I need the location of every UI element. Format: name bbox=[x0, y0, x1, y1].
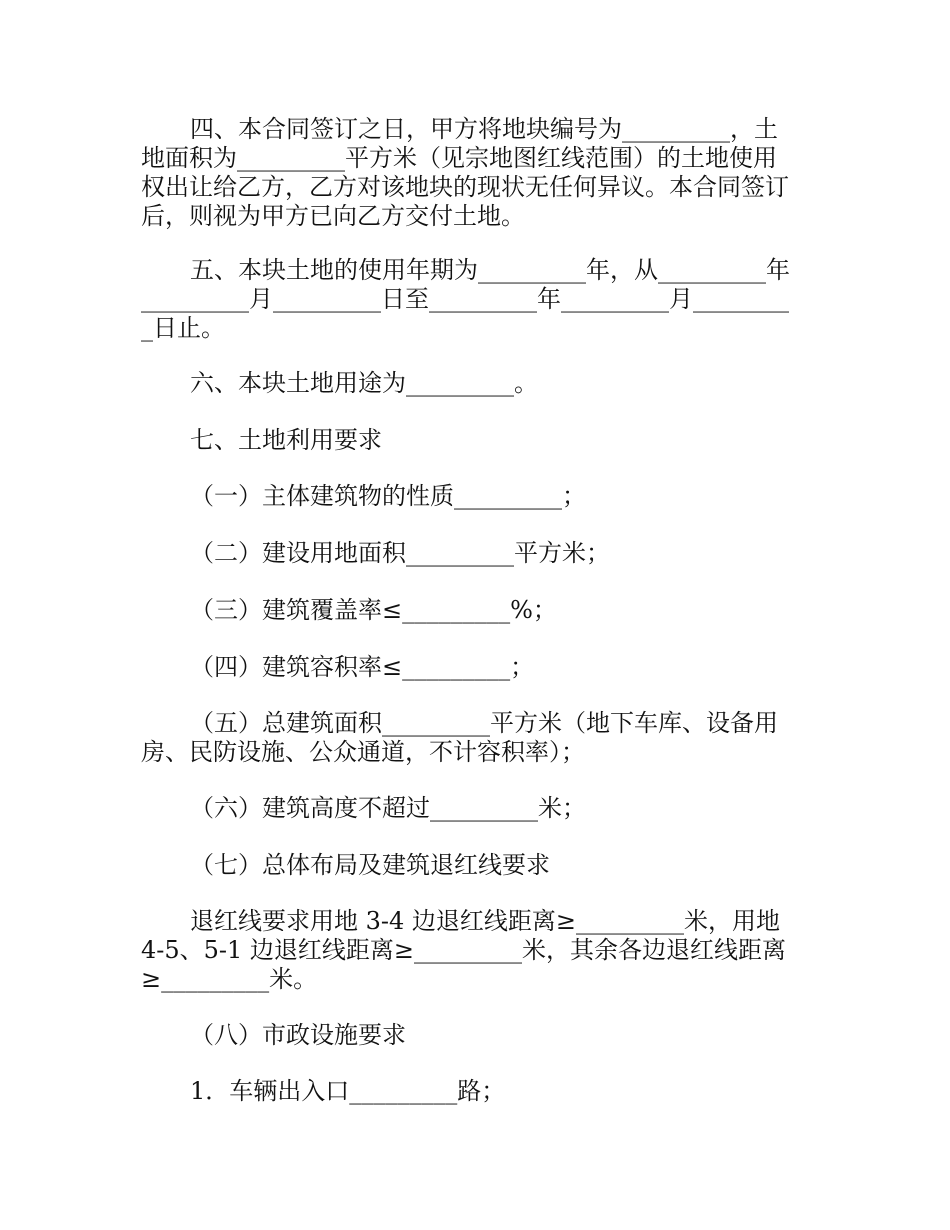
text-line: 房、民防设施、公众通道，不计容积率）； bbox=[141, 738, 585, 766]
text-line: _________月_________日至_________年_________月________ bbox=[141, 285, 789, 313]
text-line: 四、本合同签订之日，甲方将地块编号为_________，土 bbox=[190, 115, 778, 143]
text-line: （二）建设用地面积_________平方米； bbox=[190, 539, 610, 567]
text-line: （三）建筑覆盖率≤_________%； bbox=[190, 596, 557, 624]
text-line: （四）建筑容积率≤_________； bbox=[190, 653, 535, 681]
text-line: 六、本块土地用途为_________。 bbox=[190, 369, 538, 397]
text-line: 退红线要求用地 3-4 边退红线距离≥_________米，用地 bbox=[190, 907, 781, 935]
text-line: 4-5、5-1 边退红线距离≥_________米，其余各边退红线距离 bbox=[141, 936, 787, 964]
text-line: 权出让给乙方，乙方对该地块的现状无任何异议。本合同签订 bbox=[141, 173, 789, 201]
text-line: （七）总体布局及建筑退红线要求 bbox=[190, 851, 550, 879]
text-line: _日止。 bbox=[141, 314, 225, 342]
text-line: 五、本块土地的使用年期为_________年，从_________年 bbox=[190, 256, 790, 284]
text-line: 1．车辆出入口_________路； bbox=[190, 1077, 506, 1105]
text-line: （六）建筑高度不超过_________米； bbox=[190, 794, 586, 822]
text-line: 地面积为_________平方米（见宗地图红线范围）的土地使用 bbox=[141, 144, 777, 172]
text-line: （一）主体建筑物的性质_________； bbox=[190, 482, 586, 510]
text-line: 七、土地利用要求 bbox=[190, 426, 382, 454]
text-line: ≥_________米。 bbox=[141, 965, 318, 993]
text-line: （五）总建筑面积_________平方米（地下车库、设备用 bbox=[190, 709, 778, 737]
text-line: 后，则视为甲方已向乙方交付土地。 bbox=[141, 202, 525, 230]
text-line: （八）市政设施要求 bbox=[190, 1021, 406, 1049]
